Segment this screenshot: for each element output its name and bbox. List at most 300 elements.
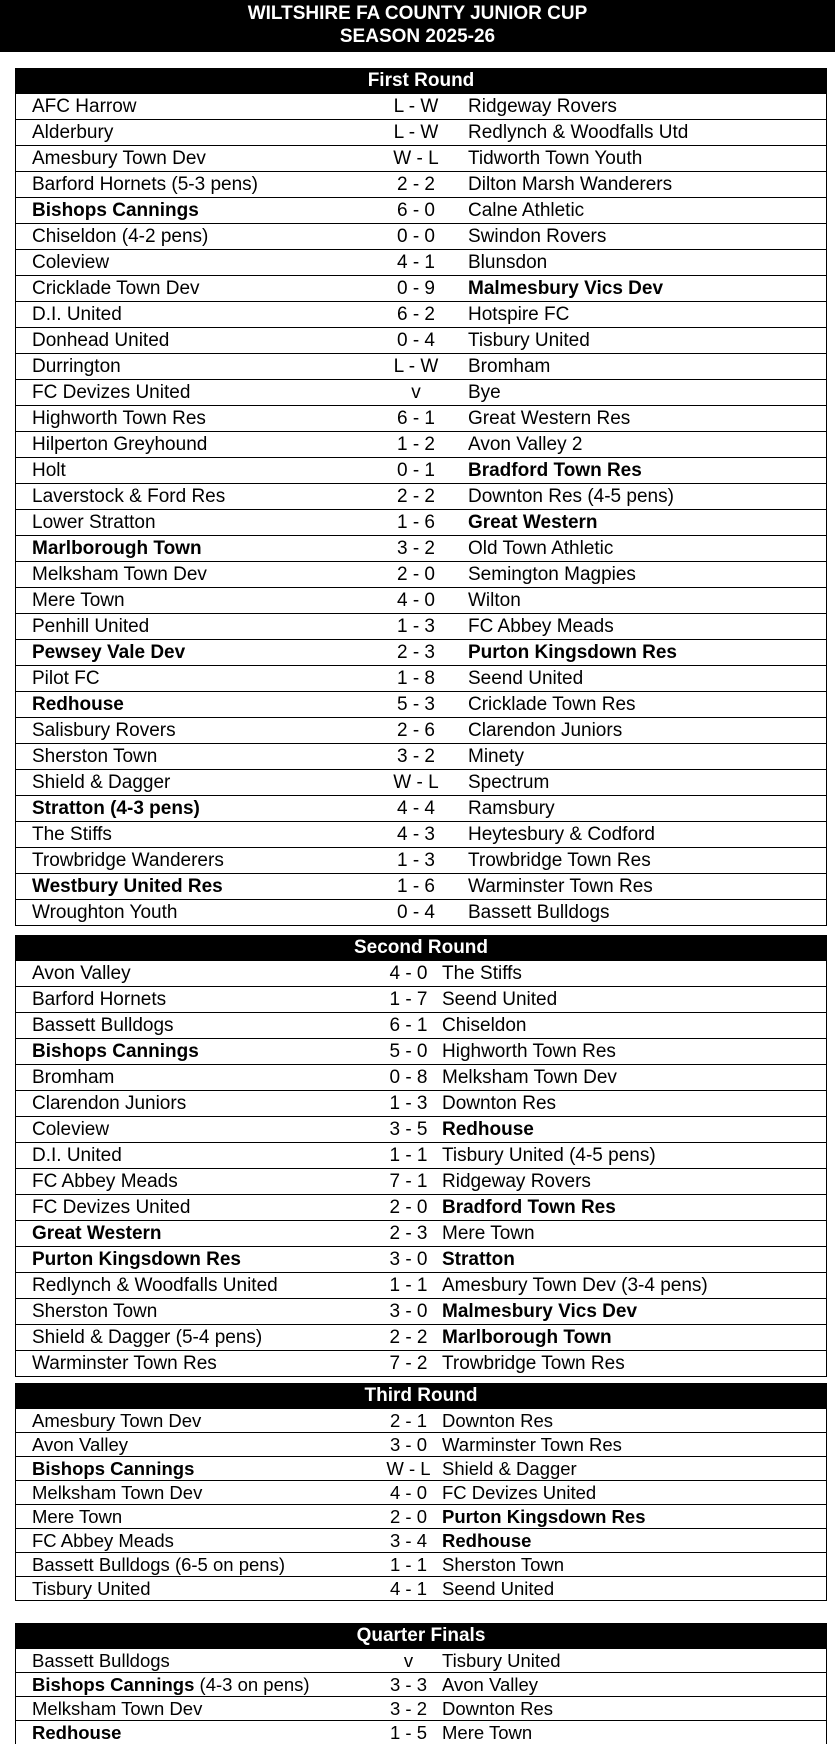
away-team: Ridgeway Rovers xyxy=(442,1170,591,1192)
home-team-name: Shield & Dagger (5-4 pens) xyxy=(32,1326,263,1348)
home-team-name: Bassett Bulldogs (6-5 on pens) xyxy=(32,1553,285,1575)
home-team xyxy=(16,356,376,378)
away-team: Tisbury United (4-5 pens) xyxy=(442,1144,656,1166)
season-title: SEASON 2025-26 xyxy=(339,26,496,47)
home-team xyxy=(16,1015,376,1037)
match-row xyxy=(16,223,826,249)
away-team: FC Abbey Meads xyxy=(468,615,614,637)
home-team-name: FC Devizes United xyxy=(32,1196,191,1218)
match-row xyxy=(16,1194,826,1220)
home-team xyxy=(16,252,376,274)
home-team-name: Great Western xyxy=(32,1222,162,1244)
away-team: Mere Town xyxy=(442,1721,533,1743)
match-row xyxy=(16,1408,826,1432)
home-team xyxy=(16,1223,376,1245)
away-team: Bromham xyxy=(468,355,551,377)
home-team-name: Donhead United xyxy=(32,329,170,351)
away-team: Old Town Athletic xyxy=(468,537,614,559)
away-team: Mere Town xyxy=(442,1222,535,1244)
home-team xyxy=(16,226,376,248)
match-score: L - W xyxy=(393,121,439,143)
home-team-name: Bishops Cannings xyxy=(32,1457,195,1479)
home-team-name: Melksham Town Dev xyxy=(32,563,207,585)
away-team: Shield & Dagger xyxy=(442,1457,577,1479)
match-score: 6 - 1 xyxy=(389,1014,428,1036)
match-score: 3 - 2 xyxy=(389,1697,428,1719)
match-row xyxy=(16,1552,826,1576)
home-team-name: Bromham xyxy=(32,1066,115,1088)
match-row xyxy=(16,249,826,275)
home-team xyxy=(16,850,376,872)
match-score: 2 - 2 xyxy=(396,173,436,195)
match-row xyxy=(16,821,826,847)
match-score: L - W xyxy=(393,95,439,117)
home-team xyxy=(16,1301,376,1323)
home-team xyxy=(16,642,376,664)
away-team: Tidworth Town Youth xyxy=(468,147,643,169)
away-team: Bassett Bulldogs xyxy=(468,901,610,923)
home-team xyxy=(16,876,376,898)
home-team-name: Redhouse xyxy=(32,1721,122,1743)
match-score: 4 - 1 xyxy=(389,1577,428,1599)
home-team-name: Pewsey Vale Dev xyxy=(32,641,186,663)
home-team-name: Tisbury United xyxy=(32,1577,151,1599)
home-team xyxy=(16,902,376,924)
match-score: 2 - 3 xyxy=(389,1222,428,1244)
match-score: 7 - 1 xyxy=(389,1170,428,1192)
away-team: Bradford Town Res xyxy=(442,1196,616,1218)
match-score: 1 - 1 xyxy=(389,1553,428,1575)
match-row xyxy=(16,1456,826,1480)
home-team xyxy=(16,564,376,586)
match-row xyxy=(16,1038,826,1064)
round-title: Second Round xyxy=(16,936,826,960)
match-row xyxy=(16,483,826,509)
match-score: 1 - 5 xyxy=(389,1721,428,1743)
home-team-name: D.I. United xyxy=(32,1144,122,1166)
away-team: Swindon Rovers xyxy=(468,225,607,247)
match-row xyxy=(16,275,826,301)
home-team xyxy=(16,148,376,170)
home-team xyxy=(16,1171,376,1193)
away-team: Redhouse xyxy=(442,1529,532,1551)
match-row xyxy=(16,1648,826,1672)
match-score: 3 - 0 xyxy=(389,1248,428,1270)
home-team-name: Coleview xyxy=(32,1118,110,1140)
home-team xyxy=(16,1530,376,1552)
away-team: Redlynch & Woodfalls Utd xyxy=(468,121,689,143)
match-row xyxy=(16,171,826,197)
home-team xyxy=(16,122,376,144)
match-row xyxy=(16,960,826,986)
away-team: Heytesbury & Codford xyxy=(468,823,655,845)
home-team-name: Redhouse xyxy=(32,693,124,715)
match-row xyxy=(16,743,826,769)
home-team-name: Warminster Town Res xyxy=(32,1352,217,1374)
home-team-name: Bishops Cannings xyxy=(32,1040,199,1062)
home-team xyxy=(16,1067,376,1089)
match-row xyxy=(16,587,826,613)
away-team: Malmesbury Vics Dev xyxy=(468,277,664,299)
home-team-name: Sherston Town xyxy=(32,1300,158,1322)
away-team: Warminster Town Res xyxy=(468,875,653,897)
match-row xyxy=(16,145,826,171)
away-team: Downton Res (4-5 pens) xyxy=(468,485,674,507)
away-team: Avon Valley xyxy=(442,1673,538,1695)
home-team-name: Trowbridge Wanderers xyxy=(32,849,224,871)
match-row xyxy=(16,1432,826,1456)
match-score: v xyxy=(411,381,421,403)
match-row xyxy=(16,717,826,743)
away-team: Seend United xyxy=(442,988,558,1010)
match-row xyxy=(16,405,826,431)
first-round-table xyxy=(15,68,827,926)
away-team: Downton Res xyxy=(442,1409,554,1431)
home-team-name: FC Abbey Meads xyxy=(32,1529,174,1551)
home-team xyxy=(16,200,376,222)
match-score: 2 - 1 xyxy=(389,1409,428,1431)
home-team xyxy=(16,616,376,638)
home-team-name: Salisbury Rovers xyxy=(32,719,176,741)
match-row xyxy=(16,1116,826,1142)
match-score: v xyxy=(403,1649,414,1671)
home-team-name: Penhill United xyxy=(32,615,150,637)
home-team xyxy=(16,824,376,846)
away-team: Trowbridge Town Res xyxy=(468,849,651,871)
away-team: Spectrum xyxy=(468,771,550,793)
home-team xyxy=(16,1353,376,1375)
match-score: 3 - 0 xyxy=(389,1300,428,1322)
home-team xyxy=(16,963,376,985)
match-score: 0 - 4 xyxy=(396,329,436,351)
away-team: Seend United xyxy=(468,667,584,689)
match-row xyxy=(16,119,826,145)
home-team xyxy=(16,1410,376,1432)
match-row xyxy=(16,847,826,873)
match-row xyxy=(16,1324,826,1350)
match-score: 0 - 9 xyxy=(396,277,436,299)
match-row xyxy=(16,457,826,483)
home-team-name: The Stiffs xyxy=(32,823,112,845)
home-team xyxy=(16,1578,376,1600)
home-team-name: Avon Valley xyxy=(32,962,131,984)
away-team: Bradford Town Res xyxy=(468,459,642,481)
home-team xyxy=(16,512,376,534)
match-score: 7 - 2 xyxy=(389,1352,428,1374)
round-title: Quarter Finals xyxy=(16,1624,826,1648)
match-score: 2 - 0 xyxy=(389,1505,428,1527)
match-row xyxy=(16,431,826,457)
home-team-name: Mere Town xyxy=(32,1505,123,1527)
home-team-name: Stratton (4-3 pens) xyxy=(32,797,200,819)
away-team: Highworth Town Res xyxy=(442,1040,616,1062)
match-score: 3 - 3 xyxy=(389,1673,428,1695)
home-team xyxy=(16,1554,376,1576)
match-score: W - L xyxy=(393,147,439,169)
away-team: Hotspire FC xyxy=(468,303,570,325)
match-score: 1 - 1 xyxy=(389,1274,428,1296)
away-team: Melksham Town Dev xyxy=(442,1066,617,1088)
home-team-name: Chiseldon (4-2 pens) xyxy=(32,225,209,247)
match-row xyxy=(16,509,826,535)
home-team-name: Bassett Bulldogs xyxy=(32,1014,174,1036)
home-team-name: Bishops Cannings xyxy=(32,1673,195,1695)
home-team-name: Durrington xyxy=(32,355,121,377)
away-team: FC Devizes United xyxy=(442,1481,597,1503)
match-row xyxy=(16,986,826,1012)
away-team: The Stiffs xyxy=(442,962,522,984)
match-score: 4 - 1 xyxy=(396,251,436,273)
away-team: Semington Magpies xyxy=(468,563,636,585)
home-team xyxy=(16,538,376,560)
match-row xyxy=(16,1064,826,1090)
away-team: Downton Res xyxy=(442,1697,554,1719)
match-row xyxy=(16,1696,826,1720)
away-team: Purton Kingsdown Res xyxy=(468,641,677,663)
match-row xyxy=(16,769,826,795)
home-team-name: Pilot FC xyxy=(32,667,100,689)
match-row xyxy=(16,1298,826,1324)
match-row xyxy=(16,327,826,353)
home-team-name: Bishops Cannings xyxy=(32,199,199,221)
match-row xyxy=(16,301,826,327)
home-team xyxy=(16,1249,376,1271)
page-banner xyxy=(0,0,835,52)
match-score: 0 - 0 xyxy=(396,225,436,247)
home-team-name: Melksham Town Dev xyxy=(32,1697,203,1719)
match-row xyxy=(16,1720,826,1744)
away-team: Dilton Marsh Wanderers xyxy=(468,173,673,195)
match-row xyxy=(16,665,826,691)
home-team xyxy=(16,304,376,326)
home-team-name: FC Abbey Meads xyxy=(32,1170,178,1192)
away-team: Tisbury United xyxy=(442,1649,561,1671)
home-team xyxy=(16,772,376,794)
match-score: 1 - 3 xyxy=(389,1092,428,1114)
home-team-name: Amesbury Town Dev xyxy=(32,1409,202,1431)
match-score: 2 - 3 xyxy=(396,641,436,663)
home-team-name: Marlborough Town xyxy=(32,537,202,559)
home-team xyxy=(16,1674,376,1696)
away-team: Clarendon Juniors xyxy=(468,719,623,741)
match-row xyxy=(16,1246,826,1272)
match-row xyxy=(16,93,826,119)
home-team xyxy=(16,1698,376,1720)
match-row xyxy=(16,1168,826,1194)
match-score: 2 - 2 xyxy=(396,485,436,507)
away-team: Ramsbury xyxy=(468,797,555,819)
home-team xyxy=(16,174,376,196)
match-score: 1 - 2 xyxy=(396,433,436,455)
home-team-name: Westbury United Res xyxy=(32,875,223,897)
home-team xyxy=(16,720,376,742)
home-team-name: Barford Hornets xyxy=(32,988,167,1010)
home-team-name: D.I. United xyxy=(32,303,122,325)
home-team xyxy=(16,1506,376,1528)
match-row xyxy=(16,1504,826,1528)
home-team-name: Sherston Town xyxy=(32,745,158,767)
home-team-name: Holt xyxy=(32,459,66,481)
match-row xyxy=(16,1576,826,1600)
home-team xyxy=(16,989,376,1011)
home-team xyxy=(16,1482,376,1504)
away-team: Tisbury United xyxy=(468,329,590,351)
home-team xyxy=(16,460,376,482)
match-row xyxy=(16,1220,826,1246)
home-team-name: Bassett Bulldogs xyxy=(32,1649,170,1671)
home-team xyxy=(16,1650,376,1672)
match-score: 2 - 0 xyxy=(396,563,436,585)
match-row xyxy=(16,1672,826,1696)
home-team-name: Purton Kingsdown Res xyxy=(32,1248,241,1270)
match-row xyxy=(16,899,826,925)
match-row xyxy=(16,1142,826,1168)
away-team: Wilton xyxy=(468,589,521,611)
match-score: 4 - 0 xyxy=(389,962,428,984)
home-team-name: Barford Hornets (5-3 pens) xyxy=(32,173,258,195)
away-team: Warminster Town Res xyxy=(442,1433,622,1455)
home-team xyxy=(16,434,376,456)
match-score: 6 - 1 xyxy=(396,407,436,429)
home-team-name: Mere Town xyxy=(32,589,125,611)
second-round-table xyxy=(15,935,827,1377)
home-team-name: Avon Valley xyxy=(32,1433,128,1455)
home-team xyxy=(16,668,376,690)
match-score: 2 - 0 xyxy=(389,1196,428,1218)
home-team xyxy=(16,746,376,768)
match-score: 3 - 4 xyxy=(389,1529,428,1551)
home-team-name: FC Devizes United xyxy=(32,381,191,403)
away-team: Great Western xyxy=(468,511,598,533)
round-title: First Round xyxy=(16,69,826,93)
home-team xyxy=(16,1722,376,1744)
match-score: 4 - 0 xyxy=(389,1481,428,1503)
home-team-name: Shield & Dagger xyxy=(32,771,171,793)
match-score: 4 - 4 xyxy=(396,797,436,819)
away-team: Purton Kingsdown Res xyxy=(442,1505,646,1527)
away-team: Malmesbury Vics Dev xyxy=(442,1300,638,1322)
home-team-name: Redlynch & Woodfalls United xyxy=(32,1274,278,1296)
match-score: 3 - 2 xyxy=(396,745,436,767)
away-team: Blunsdon xyxy=(468,251,548,273)
away-team: Bye xyxy=(468,381,501,403)
home-team xyxy=(16,1041,376,1063)
match-score: 1 - 6 xyxy=(396,875,436,897)
home-team-name: Highworth Town Res xyxy=(32,407,206,429)
match-row xyxy=(16,639,826,665)
match-score: 4 - 3 xyxy=(396,823,436,845)
away-team: Minety xyxy=(468,745,524,767)
match-score: 3 - 0 xyxy=(389,1433,428,1455)
away-team: Great Western Res xyxy=(468,407,631,429)
away-team: Calne Athletic xyxy=(468,199,585,221)
away-team: Amesbury Town Dev (3-4 pens) xyxy=(442,1274,708,1296)
home-team xyxy=(16,1458,376,1480)
home-team-name: Laverstock & Ford Res xyxy=(32,485,226,507)
home-team-name: AFC Harrow xyxy=(32,95,137,117)
match-row xyxy=(16,1272,826,1298)
home-team xyxy=(16,278,376,300)
home-team xyxy=(16,1275,376,1297)
home-team xyxy=(16,1327,376,1349)
home-team xyxy=(16,1093,376,1115)
home-team xyxy=(16,694,376,716)
away-team: Cricklade Town Res xyxy=(468,693,636,715)
home-team xyxy=(16,798,376,820)
away-team: Downton Res xyxy=(442,1092,557,1114)
quarter-finals-table xyxy=(15,1623,827,1744)
match-score: 0 - 8 xyxy=(389,1066,428,1088)
home-team-name: Melksham Town Dev xyxy=(32,1481,203,1503)
match-score: 3 - 2 xyxy=(396,537,436,559)
match-row xyxy=(16,613,826,639)
match-score: 4 - 0 xyxy=(396,589,436,611)
home-team xyxy=(16,1434,376,1456)
away-team: Chiseldon xyxy=(442,1014,527,1036)
match-row xyxy=(16,379,826,405)
home-team xyxy=(16,590,376,612)
home-team-name: Clarendon Juniors xyxy=(32,1092,187,1114)
match-score: 1 - 6 xyxy=(396,511,436,533)
match-score: 1 - 1 xyxy=(389,1144,428,1166)
home-team xyxy=(16,486,376,508)
away-team: Redhouse xyxy=(442,1118,534,1140)
match-score: 6 - 2 xyxy=(396,303,436,325)
match-score: W - L xyxy=(393,771,439,793)
match-row xyxy=(16,1090,826,1116)
home-team xyxy=(16,330,376,352)
away-team: Trowbridge Town Res xyxy=(442,1352,625,1374)
home-team xyxy=(16,408,376,430)
away-team: Avon Valley 2 xyxy=(468,433,583,455)
match-score: 5 - 0 xyxy=(389,1040,428,1062)
match-score: 5 - 3 xyxy=(396,693,436,715)
match-row xyxy=(16,1528,826,1552)
third-round-table xyxy=(15,1383,827,1601)
away-team: Ridgeway Rovers xyxy=(468,95,617,117)
match-row xyxy=(16,197,826,223)
round-title: Third Round xyxy=(16,1384,826,1408)
match-score: 6 - 0 xyxy=(396,199,436,221)
match-score: 0 - 1 xyxy=(396,459,436,481)
match-score: W - L xyxy=(386,1457,431,1479)
match-score: L - W xyxy=(393,355,439,377)
match-row xyxy=(16,795,826,821)
match-score: 3 - 5 xyxy=(389,1118,428,1140)
home-team-name: Coleview xyxy=(32,251,110,273)
home-team-note: (4-3 on pens) xyxy=(194,1673,310,1695)
home-team xyxy=(16,1197,376,1219)
home-team-name: Wroughton Youth xyxy=(32,901,178,923)
home-team-name: Hilperton Greyhound xyxy=(32,433,208,455)
home-team xyxy=(16,1145,376,1167)
away-team: Stratton xyxy=(442,1248,515,1270)
match-row xyxy=(16,561,826,587)
match-row xyxy=(16,691,826,717)
match-row xyxy=(16,873,826,899)
match-score: 1 - 3 xyxy=(396,849,436,871)
match-score: 2 - 2 xyxy=(389,1326,428,1348)
match-row xyxy=(16,1350,826,1376)
match-row xyxy=(16,1012,826,1038)
home-team xyxy=(16,1119,376,1141)
home-team xyxy=(16,382,376,404)
home-team-name: Cricklade Town Dev xyxy=(32,277,200,299)
home-team-name: Lower Stratton xyxy=(32,511,156,533)
match-score: 0 - 4 xyxy=(396,901,436,923)
match-score: 1 - 8 xyxy=(396,667,436,689)
match-score: 1 - 7 xyxy=(389,988,428,1010)
